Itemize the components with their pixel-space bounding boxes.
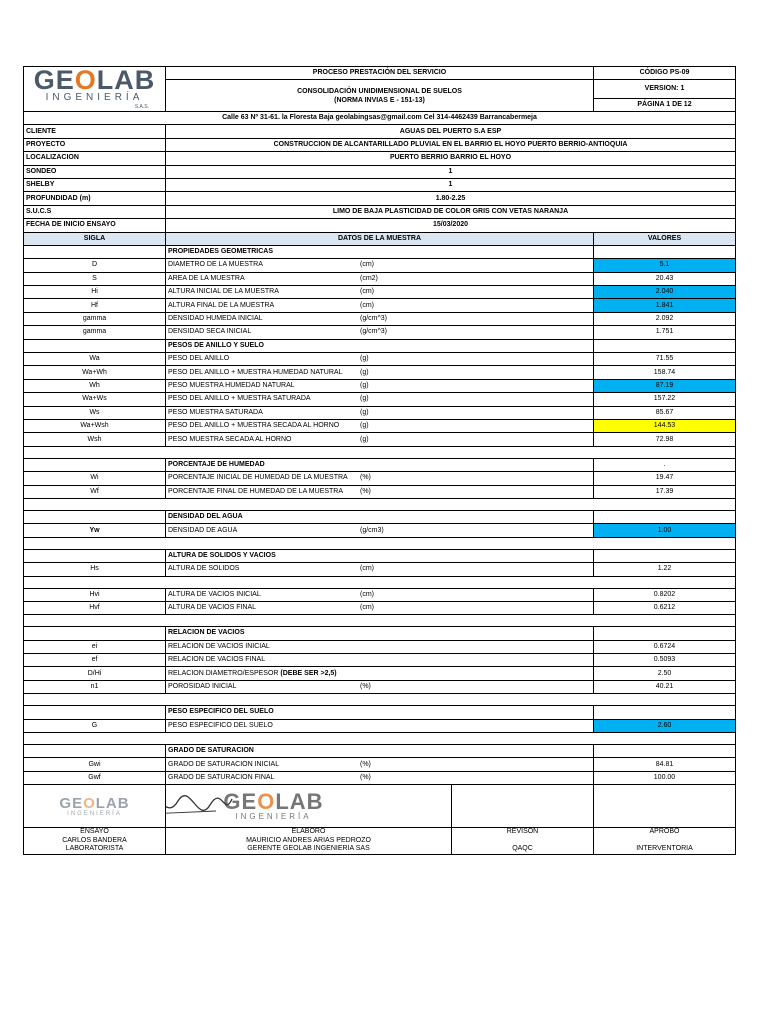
info-value: 15/03/2020 xyxy=(166,219,736,232)
row-unit: (g) xyxy=(360,368,369,376)
row-value: 87.19 xyxy=(594,379,736,392)
row-sigla: gamma xyxy=(24,326,166,339)
info-row xyxy=(24,178,736,191)
data-row xyxy=(24,524,736,537)
row-sigla: Ws xyxy=(24,406,166,419)
small-geolab-logo xyxy=(24,796,165,817)
row-description-cell xyxy=(166,680,594,693)
test-title: CONSOLIDACIÓN UNIDIMENSIONAL DE SUELOS xyxy=(297,87,462,95)
row-value: 2.60 xyxy=(594,719,736,732)
row-description: ALTURA FINAL DE LA MUESTRA xyxy=(168,301,275,309)
company-address: Calle 63 Nº 31-61. la Floresta Baja geolabingsas@gmail.com Cel 314-4462439 Barrancabermeja xyxy=(24,112,736,125)
row-unit: (cm2) xyxy=(360,274,378,282)
section-sigla-cell xyxy=(24,745,166,758)
small-logo-main: GEOLAB xyxy=(59,794,130,812)
row-description: RELACION DE VACIOS FINAL xyxy=(168,656,266,664)
row-value: 1.00 xyxy=(594,524,736,537)
row-value: 85.67 xyxy=(594,406,736,419)
row-description: ALTURA DE SOLIDOS xyxy=(168,565,240,573)
info-label: SONDEO xyxy=(24,165,166,178)
data-row xyxy=(24,485,736,498)
blank-row xyxy=(24,537,736,549)
data-row xyxy=(24,771,736,784)
info-row xyxy=(24,205,736,218)
row-description-wrap xyxy=(168,604,591,612)
info-row xyxy=(24,138,736,151)
row-value: 19.47 xyxy=(594,472,736,485)
row-description-cell xyxy=(166,485,594,498)
row-description-cell xyxy=(166,588,594,601)
row-description: PESO MUESTRA HUMEDAD NATURAL xyxy=(168,382,295,389)
row-sigla: Gwf xyxy=(24,771,166,784)
row-value: 0.6724 xyxy=(594,640,736,653)
row-description: PESO DEL ANILLO + MUESTRA SATURADA xyxy=(168,395,311,403)
row-description-wrap xyxy=(168,474,591,482)
row-unit: (cm) xyxy=(360,565,374,573)
section-row xyxy=(24,549,736,562)
document-page: PÁGINA 1 DE 12 xyxy=(594,98,736,111)
row-description-wrap xyxy=(168,275,591,283)
info-value: LIMO DE BAJA PLASTICIDAD DE COLOR GRIS CON VETAS NARANJA xyxy=(166,205,736,218)
document-version: VERSION: 1 xyxy=(594,80,736,98)
footer-cell: LABORATORISTA xyxy=(24,845,166,854)
row-description-cell xyxy=(166,601,594,614)
data-row xyxy=(24,680,736,693)
row-description: PORCENTAJE FINAL DE HUMEDAD DE LA MUESTRA xyxy=(168,487,344,495)
row-description-wrap xyxy=(168,395,591,403)
data-row xyxy=(24,286,736,299)
info-label: S.U.C.S xyxy=(24,205,166,218)
blank-cell xyxy=(24,537,736,549)
row-value: 158.74 xyxy=(594,366,736,379)
section-sigla-cell xyxy=(24,627,166,640)
blank-row xyxy=(24,733,736,745)
data-row xyxy=(24,654,736,667)
row-value: 0.8202 xyxy=(594,588,736,601)
row-description-cell xyxy=(166,771,594,784)
data-row xyxy=(24,299,736,312)
row-sigla: S xyxy=(24,272,166,285)
row-description-wrap xyxy=(168,643,591,651)
row-description-cell xyxy=(166,393,594,406)
blank-row xyxy=(24,694,736,706)
section-title: ALTURA DE SOLIDOS Y VACIOS xyxy=(166,549,594,562)
section-value xyxy=(594,706,736,719)
row-sigla: gamma xyxy=(24,312,166,325)
row-description-wrap xyxy=(168,328,591,336)
stamped-geolab-logo xyxy=(166,791,452,821)
column-header-row xyxy=(24,232,736,245)
row-sigla: Hs xyxy=(24,563,166,576)
data-row xyxy=(24,326,736,339)
row-sigla: Hi xyxy=(24,286,166,299)
row-description: DENSIDAD SECA INICIAL xyxy=(168,328,252,336)
blank-cell xyxy=(24,446,736,458)
row-description-cell xyxy=(166,654,594,667)
row-description-wrap xyxy=(168,565,591,573)
section-row xyxy=(24,745,736,758)
footer-cell: REVISON xyxy=(452,828,594,837)
row-description-wrap xyxy=(168,302,591,310)
row-unit: (cm) xyxy=(360,288,374,296)
data-row xyxy=(24,379,736,392)
section-title: PROPIEDADES GEOMETRICAS xyxy=(166,245,594,258)
row-description: ALTURA DE VACIOS FINAL xyxy=(168,604,257,612)
footer-row xyxy=(24,845,736,854)
signature-cell-elaboro xyxy=(166,785,452,828)
footer-cell: GERENTE GEOLAB INGENIERIA SAS xyxy=(166,845,452,854)
data-row xyxy=(24,406,736,419)
section-value xyxy=(594,549,736,562)
row-description-note: (DEBE SER >2,5) xyxy=(280,669,337,677)
test-title-cell xyxy=(166,80,594,112)
section-row xyxy=(24,706,736,719)
data-row xyxy=(24,353,736,366)
stamped-logo-main: GEOLAB xyxy=(223,789,324,815)
row-value: 5.1 xyxy=(594,259,736,272)
info-label: SHELBY xyxy=(24,178,166,191)
row-unit: (%) xyxy=(360,773,371,781)
row-value: 0.5093 xyxy=(594,654,736,667)
row-sigla: n1 xyxy=(24,680,166,693)
data-row xyxy=(24,472,736,485)
column-header-datos: DATOS DE LA MUESTRA xyxy=(166,232,594,245)
row-description-wrap xyxy=(168,261,591,269)
info-value: 1.80-2.25 xyxy=(166,192,736,205)
footer-cell xyxy=(452,837,594,846)
data-row xyxy=(24,312,736,325)
header-logo-cell xyxy=(24,67,166,112)
row-value: 100.00 xyxy=(594,771,736,784)
row-description: DENSIDAD HUMEDA INICIAL xyxy=(168,315,263,323)
row-description-wrap xyxy=(168,369,591,377)
column-header-sigla: SIGLA xyxy=(24,232,166,245)
row-unit: (cm) xyxy=(360,590,374,598)
row-unit: (cm) xyxy=(360,604,374,612)
row-sigla: Wa xyxy=(24,353,166,366)
row-value: 2.50 xyxy=(594,667,736,680)
document-code: CÓDIGO PS-09 xyxy=(594,67,736,80)
section-value xyxy=(594,510,736,523)
row-description-wrap xyxy=(168,315,591,323)
signature-cell-aprobo xyxy=(594,785,736,828)
row-value: 1.751 xyxy=(594,326,736,339)
row-sigla: Gwi xyxy=(24,758,166,771)
row-description-wrap xyxy=(168,656,591,664)
row-description-cell xyxy=(166,406,594,419)
row-description: AREA DE LA MUESTRA xyxy=(168,274,245,282)
signature-cell-revision xyxy=(452,785,594,828)
row-description: PESO MUESTRA SATURADA xyxy=(168,408,263,416)
row-description-wrap xyxy=(168,527,591,535)
row-description-cell xyxy=(166,326,594,339)
footer-cell: CARLOS BANDERA xyxy=(24,837,166,846)
row-unit: (%) xyxy=(360,487,371,495)
logo-sas-text: S.A.S. xyxy=(134,104,149,110)
info-value: CONSTRUCCION DE ALCANTARILLADO PLUVIAL EN EL BARRIO EL HOYO PUERTO BERRIO-ANTIOQUIA xyxy=(166,138,736,151)
section-value xyxy=(594,245,736,258)
row-description-cell xyxy=(166,299,594,312)
row-unit: (g) xyxy=(360,395,369,403)
row-sigla: Yw xyxy=(24,524,166,537)
blank-row xyxy=(24,446,736,458)
blank-row xyxy=(24,576,736,588)
info-row xyxy=(24,165,736,178)
data-row xyxy=(24,667,736,680)
row-description-cell xyxy=(166,667,594,680)
row-description-cell xyxy=(166,366,594,379)
row-value: 40.21 xyxy=(594,680,736,693)
row-sigla: Wsh xyxy=(24,433,166,446)
row-description-wrap xyxy=(168,382,591,390)
blank-row xyxy=(24,498,736,510)
logo-sub-text: INGENIERÍA xyxy=(45,92,144,103)
row-sigla: G xyxy=(24,719,166,732)
row-description: DIAMETRO DE LA MUESTRA xyxy=(168,261,263,269)
section-row xyxy=(24,245,736,258)
row-unit: (%) xyxy=(360,683,371,691)
info-row xyxy=(24,192,736,205)
row-value: 2.040 xyxy=(594,286,736,299)
row-description: ALTURA DE VACIOS INICIAL xyxy=(168,590,261,598)
blank-row xyxy=(24,615,736,627)
row-unit: (%) xyxy=(360,474,371,482)
row-description-wrap xyxy=(168,422,591,430)
footer-cell: MAURICIO ANDRES ARIAS PEDROZO xyxy=(166,837,452,846)
footer-cell: APROBO xyxy=(594,828,736,837)
section-value xyxy=(594,745,736,758)
data-row xyxy=(24,433,736,446)
row-description: RELACION DIAMETRO/ESPESOR xyxy=(168,669,279,677)
section-row xyxy=(24,627,736,640)
row-description: PESO DEL ANILLO + MUESTRA HUMEDAD NATURAL xyxy=(168,368,343,376)
row-sigla: Hvi xyxy=(24,588,166,601)
row-description-wrap xyxy=(168,774,591,782)
row-unit: (g/cm3) xyxy=(360,526,384,534)
section-sigla-cell xyxy=(24,245,166,258)
footer-cell: ELABORO xyxy=(166,828,452,837)
data-row xyxy=(24,640,736,653)
row-value: 20.43 xyxy=(594,272,736,285)
column-header-valores: VALORES xyxy=(594,232,736,245)
row-description: DENSIDAD DE AGUA xyxy=(168,526,238,534)
row-description-cell xyxy=(166,272,594,285)
info-row xyxy=(24,219,736,232)
row-description: POROSIDAD INICIAL xyxy=(168,683,237,691)
row-description-wrap xyxy=(168,436,591,444)
data-row xyxy=(24,588,736,601)
row-unit: (g/cm^3) xyxy=(360,328,388,336)
stamped-logo-sub: INGENIERÍA xyxy=(235,812,312,822)
row-description-cell xyxy=(166,379,594,392)
section-title: PESOS DE ANILLO Y SUELO xyxy=(166,339,594,352)
row-sigla: Wa+Wh xyxy=(24,366,166,379)
row-unit: (g) xyxy=(360,355,369,363)
row-description-cell xyxy=(166,758,594,771)
row-description-cell xyxy=(166,640,594,653)
row-sigla: Wi xyxy=(24,472,166,485)
row-unit: (g) xyxy=(360,382,369,389)
row-value: 157.22 xyxy=(594,393,736,406)
row-sigla: Wh xyxy=(24,379,166,392)
row-description: PESO MUESTRA SECADA AL HORNO xyxy=(168,435,292,443)
row-sigla: D xyxy=(24,259,166,272)
footer-cell: INTERVENTORIA xyxy=(594,845,736,854)
blank-cell xyxy=(24,733,736,745)
report-table xyxy=(23,66,736,855)
row-sigla: ei xyxy=(24,640,166,653)
row-description: ALTURA INICIAL DE LA MUESTRA xyxy=(168,288,279,296)
row-sigla: Hvf xyxy=(24,601,166,614)
row-description-wrap xyxy=(168,761,591,769)
test-report-sheet xyxy=(23,66,735,855)
info-value: PUERTO BERRIO BARRIO EL HOYO xyxy=(166,152,736,165)
data-row xyxy=(24,758,736,771)
row-sigla: Wf xyxy=(24,485,166,498)
info-label: LOCALIZACION xyxy=(24,152,166,165)
geolab-logo xyxy=(24,67,165,111)
data-row xyxy=(24,563,736,576)
blank-cell xyxy=(24,694,736,706)
row-unit: (g) xyxy=(360,435,369,443)
info-row xyxy=(24,125,736,138)
row-description-cell xyxy=(166,259,594,272)
row-description: GRADO DE SATURACION FINAL xyxy=(168,773,275,781)
blank-cell xyxy=(24,576,736,588)
row-description: RELACION DE VACIOS INICIAL xyxy=(168,642,270,650)
signature-cell-ensayo xyxy=(24,785,166,828)
row-description-wrap xyxy=(168,722,591,730)
row-sigla: Hf xyxy=(24,299,166,312)
footer-cell: ENSAYO xyxy=(24,828,166,837)
info-label: CLIENTE xyxy=(24,125,166,138)
section-sigla-cell xyxy=(24,458,166,471)
row-description-cell xyxy=(166,563,594,576)
section-sigla-cell xyxy=(24,706,166,719)
handwritten-signature xyxy=(166,791,237,828)
row-unit: (cm) xyxy=(360,261,374,269)
info-value: 1 xyxy=(166,178,736,191)
row-value: 1.22 xyxy=(594,563,736,576)
row-description-wrap xyxy=(168,488,591,496)
row-description-cell xyxy=(166,353,594,366)
row-description-wrap xyxy=(168,683,591,691)
footer-row xyxy=(24,837,736,846)
row-description-wrap xyxy=(168,355,591,363)
section-sigla-cell xyxy=(24,549,166,562)
row-description-cell xyxy=(166,433,594,446)
row-sigla: ef xyxy=(24,654,166,667)
row-description: PESO DEL ANILLO xyxy=(168,355,230,363)
row-value: 84.81 xyxy=(594,758,736,771)
row-description: GRADO DE SATURACION INICIAL xyxy=(168,760,280,768)
row-value: 1.841 xyxy=(594,299,736,312)
footer-row xyxy=(24,828,736,837)
info-value: 1 xyxy=(166,165,736,178)
footer-cell xyxy=(594,837,736,846)
section-value xyxy=(594,627,736,640)
row-unit: (cm) xyxy=(360,301,374,309)
test-norm: (NORMA INVIAS E - 151-13) xyxy=(334,96,425,104)
row-unit: (g/cm^3) xyxy=(360,315,388,323)
row-description-cell xyxy=(166,312,594,325)
section-sigla-cell xyxy=(24,510,166,523)
row-description: PESO ESPECIFICO DEL SUELO xyxy=(168,721,273,729)
row-value: 2.092 xyxy=(594,312,736,325)
data-row xyxy=(24,272,736,285)
row-description-cell xyxy=(166,286,594,299)
row-description-wrap xyxy=(168,409,591,417)
info-label: PROYECTO xyxy=(24,138,166,151)
info-value: AGUAS DEL PUERTO S.A ESP xyxy=(166,125,736,138)
small-logo-sub: INGENIERÍA xyxy=(67,810,122,817)
row-description-wrap xyxy=(168,288,591,296)
row-description: PORCENTAJE INICIAL DE HUMEDAD DE LA MUESTRA xyxy=(168,474,348,482)
data-row xyxy=(24,601,736,614)
signature-row xyxy=(24,785,736,828)
section-title: RELACION DE VACIOS xyxy=(166,627,594,640)
process-title: PROCESO PRESTACIÓN DEL SERVICIO xyxy=(166,67,594,80)
data-row xyxy=(24,393,736,406)
section-title: PORCENTAJE DE HUMEDAD xyxy=(166,458,594,471)
section-row xyxy=(24,510,736,523)
row-description-cell xyxy=(166,472,594,485)
row-value: 144.53 xyxy=(594,419,736,432)
data-row xyxy=(24,366,736,379)
row-unit: (g) xyxy=(360,408,369,416)
section-sigla-cell xyxy=(24,339,166,352)
section-value: . xyxy=(594,458,736,471)
data-row xyxy=(24,719,736,732)
info-label: PROFUNDIDAD (m) xyxy=(24,192,166,205)
section-row xyxy=(24,458,736,471)
row-value: 72.98 xyxy=(594,433,736,446)
section-title: PESO ESPECIFICO DEL SUELO xyxy=(166,706,594,719)
row-sigla: Wa+Ws xyxy=(24,393,166,406)
row-unit: (%) xyxy=(360,760,371,768)
blank-cell xyxy=(24,615,736,627)
row-sigla: Wa+Wsh xyxy=(24,419,166,432)
footer-cell: QAQC xyxy=(452,845,594,854)
info-label: FECHA DE INICIO ENSAYO xyxy=(24,219,166,232)
row-description-cell xyxy=(166,419,594,432)
row-value: 17.39 xyxy=(594,485,736,498)
logo-main-text: GEOLAB xyxy=(33,66,156,95)
row-description-cell xyxy=(166,719,594,732)
row-value: 71.55 xyxy=(594,353,736,366)
section-value xyxy=(594,339,736,352)
row-unit: (g) xyxy=(360,422,369,430)
row-description-wrap xyxy=(168,591,591,599)
row-description-cell xyxy=(166,524,594,537)
section-title: DENSIDAD DEL AGUA xyxy=(166,510,594,523)
row-sigla: D/Hi xyxy=(24,667,166,680)
row-value: 0.6212 xyxy=(594,601,736,614)
section-row xyxy=(24,339,736,352)
info-row xyxy=(24,152,736,165)
row-description: PESO DEL ANILLO + MUESTRA SECADA AL HORNO xyxy=(168,422,340,430)
row-description-wrap xyxy=(168,670,591,678)
blank-cell xyxy=(24,498,736,510)
data-row xyxy=(24,419,736,432)
section-title: GRADO DE SATURACION xyxy=(166,745,594,758)
data-row xyxy=(24,259,736,272)
